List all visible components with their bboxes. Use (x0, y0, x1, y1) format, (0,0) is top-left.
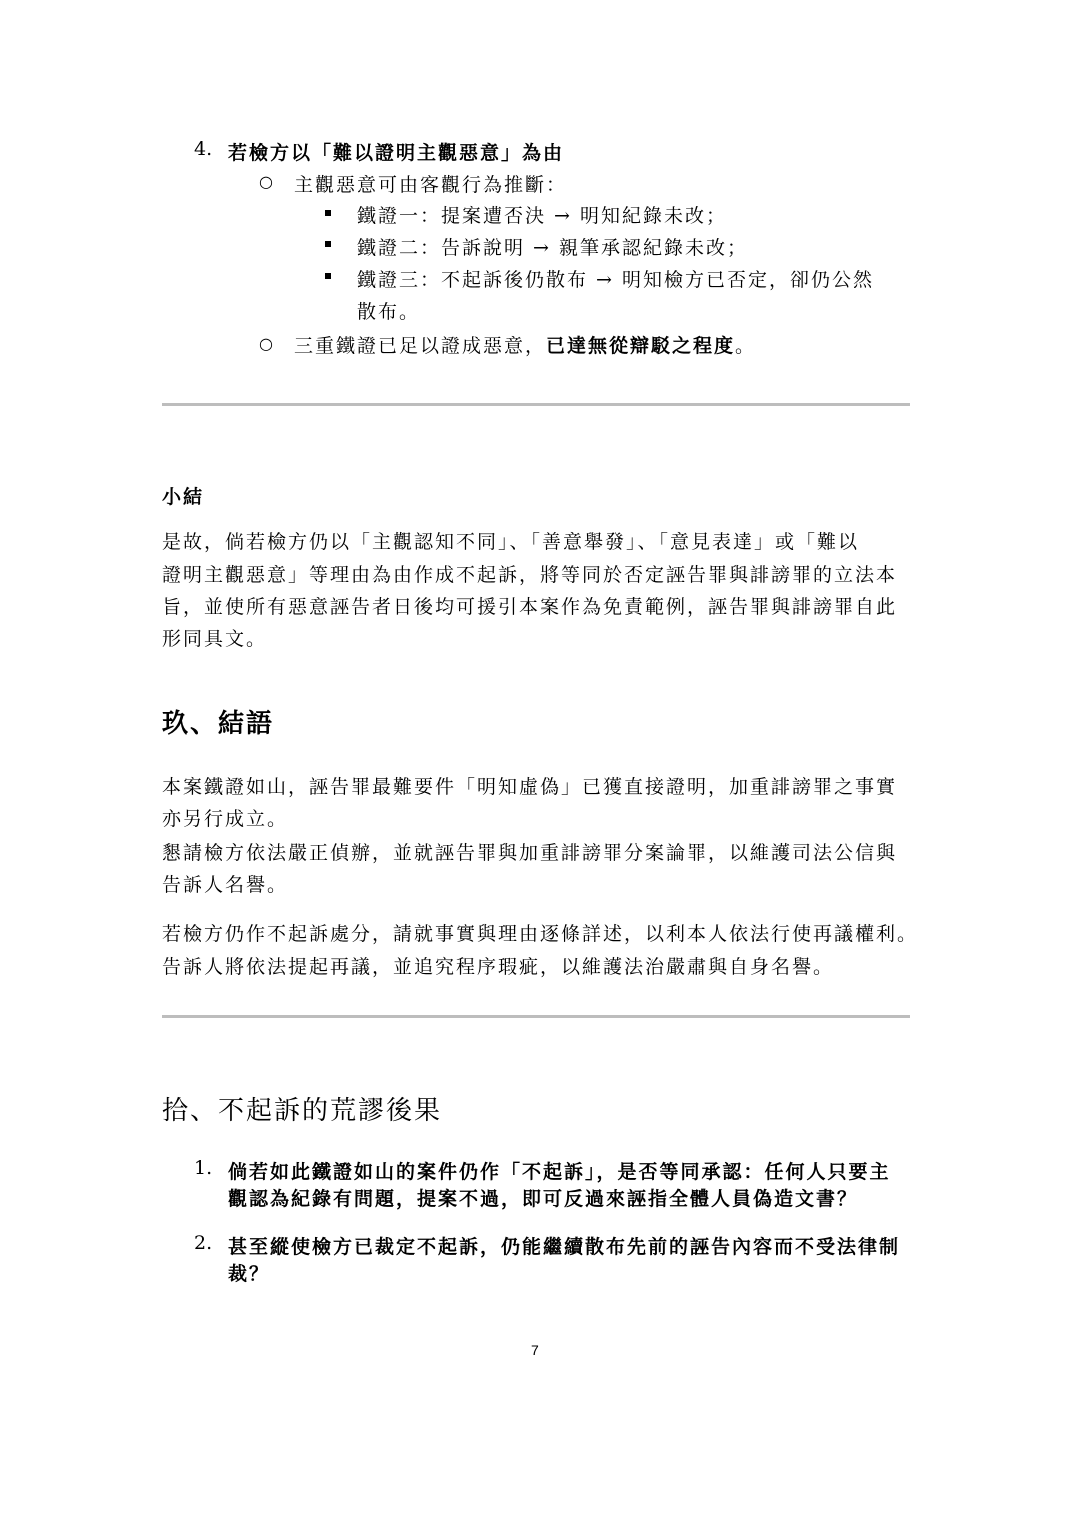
conclusion-line: 若檢方仍作不起訴處分，請就事實與理由逐條詳述，以利本人依法行使再議權利。 (162, 923, 919, 945)
summary-line: 證明主觀惡意」等理由為由作成不起訴，將等同於否定誣告罪與誹謗罪的立法本 (162, 564, 898, 586)
page-number: 7 (531, 1342, 539, 1358)
list-number: 4. (194, 138, 213, 160)
evidence-item-continued: 散布。 (357, 301, 421, 323)
square-bullet-icon (325, 273, 331, 279)
consequence-line: 裁？ (228, 1263, 271, 1285)
summary-line: 旨，並使所有惡意誣告者日後均可援引本案作為免責範例，誣告罪與誹謗罪自此 (162, 596, 898, 618)
summary-title: 小結 (162, 486, 205, 508)
list-number: 2. (194, 1232, 213, 1254)
sub2-plain: 三重鐵證已足以證成惡意， (294, 335, 547, 357)
section4-sub1: 主觀惡意可由客觀行為推斷： (294, 174, 568, 196)
consequence-line: 甚至縱使檢方已裁定不起訴，仍能繼續散布先前的誣告內容而不受法律制 (228, 1236, 901, 1258)
conclusion-title: 玖、結語 (162, 709, 275, 739)
list-number: 1. (194, 1157, 213, 1179)
summary-line: 形同具文。 (162, 628, 268, 650)
consequence-line: 觀認為紀錄有問題，提案不過，即可反過來誣指全體人員偽造文書？ (228, 1188, 859, 1210)
consequence-title: 拾、不起訴的荒謬後果 (162, 1096, 443, 1126)
section4-title: 若檢方以「難以證明主觀惡意」為由 (228, 142, 565, 164)
consequence-line: 倘若如此鐵證如山的案件仍作「不起訴」，是否等同承認：任何人只要主 (228, 1161, 891, 1183)
sub2-bold: 已達無從辯駁之程度 (546, 335, 736, 357)
divider (162, 1015, 910, 1018)
conclusion-line: 懇請檢方依法嚴正偵辦，並就誣告罪與加重誹謗罪分案論罪，以維護司法公信與 (162, 842, 898, 864)
circle-bullet-icon: ○ (259, 334, 273, 353)
square-bullet-icon (325, 241, 331, 247)
summary-line: 是故，倘若檢方仍以「主觀認知不同」、「善意舉發」、「意見表達」或「難以 (162, 531, 860, 553)
circle-bullet-icon: ○ (259, 172, 273, 191)
conclusion-line: 亦另行成立。 (162, 808, 289, 830)
evidence-item: 鐵證二：告訴說明 → 親筆承認紀錄未改； (357, 237, 749, 259)
square-bullet-icon (325, 210, 331, 216)
conclusion-line: 告訴人名譽。 (162, 874, 289, 896)
conclusion-line: 本案鐵證如山，誣告罪最難要件「明知虛偽」已獲直接證明，加重誹謗罪之事實 (162, 776, 898, 798)
sub2-end: 。 (735, 335, 757, 357)
evidence-item: 鐵證一：提案遭否決 → 明知紀錄未改； (357, 205, 727, 227)
divider (162, 403, 910, 406)
conclusion-line: 告訴人將依法提起再議，並追究程序瑕疵，以維護法治嚴肅與自身名譽。 (162, 956, 835, 978)
evidence-item: 鐵證三：不起訴後仍散布 → 明知檢方已否定，卻仍公然 (357, 269, 875, 291)
section4-sub2 (294, 331, 756, 358)
